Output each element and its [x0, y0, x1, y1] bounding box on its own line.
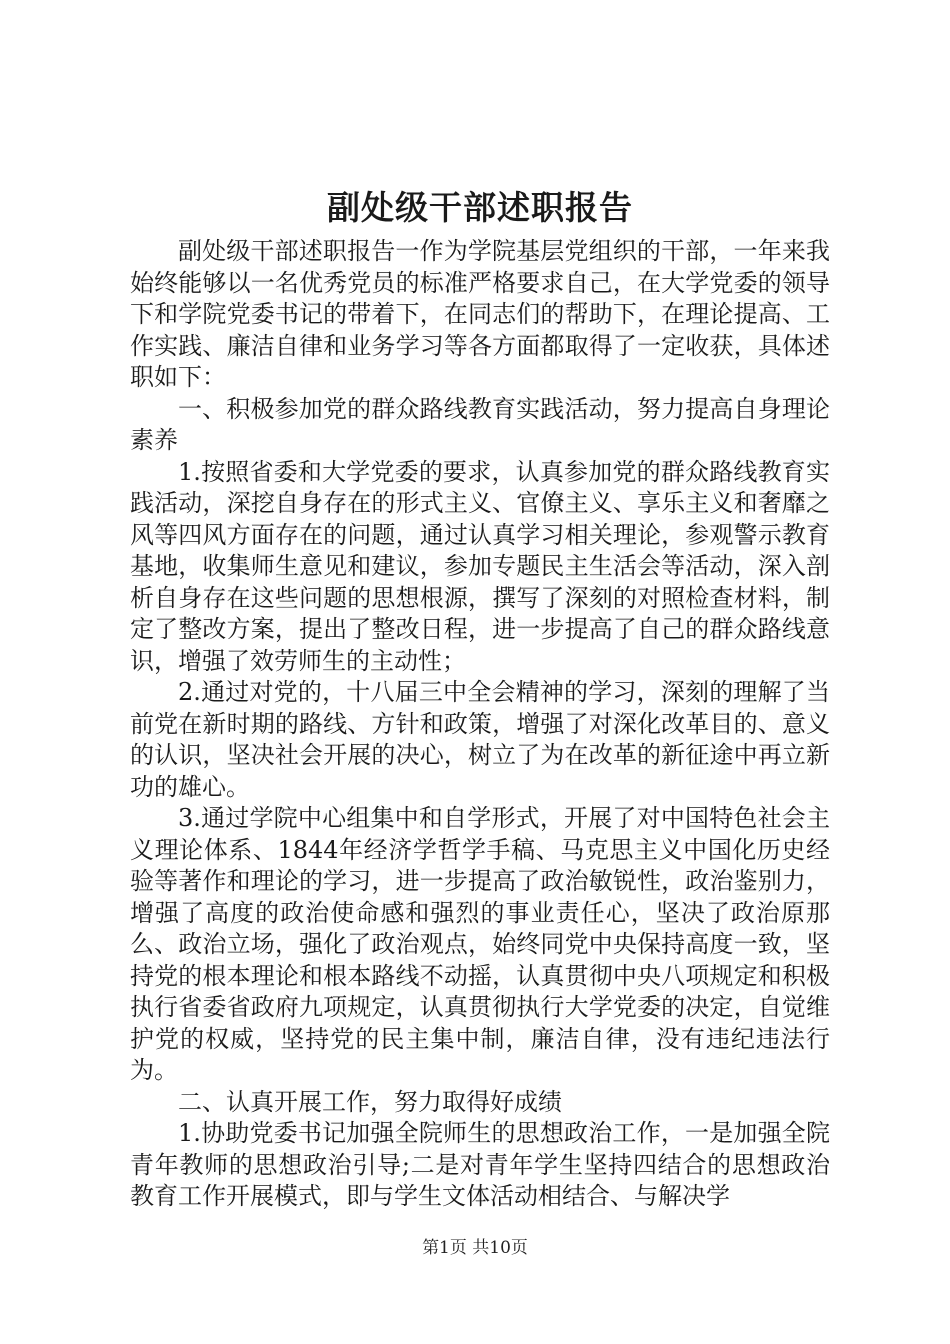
paragraph-item-2-1: 1.协助党委书记加强全院师生的思想政治工作，一是加强全院青年教师的思想政治引导;二是对青年学生坚持四结合的思想政治教育工作开展模式，即与学生文体活动相结合、与解决学 [130, 1119, 830, 1210]
paragraph-item-1-2: 2.通过对党的，十八届三中全会精神的学习，深刻的理解了当前党在新时期的路线、方针和政策，增强了对深化改革目的、意义的认识，坚决社会开展的决心，树立了为在改革的新征途中再立新功的雄心。 [130, 678, 830, 801]
document-title: 副处级干部述职报告 [327, 188, 633, 227]
document-body [130, 236, 830, 1213]
section-heading-1: 一、积极参加党的群众路线教育实践活动，努力提高自身理论素养 [130, 394, 830, 454]
page-number-footer: 第1页 共10页 [422, 1238, 528, 1258]
section-heading-2: 二、认真开展工作，努力取得好成绩 [178, 1087, 562, 1116]
paragraph-item-1-1: 1.按照省委和大学党委的要求，认真参加党的群众路线教育实践活动，深挖自身存在的形式主义、官僚主义、享乐主义和奢靡之风等四风方面存在的问题，通过认真学习相关理论，参观警示教育基地，收集师生意见和建议，参加专题民主生活会等活动，深入剖析自身存在这些问题的思想根源，撰写了深刻的对照检查材料，制定了整改方案，提出了整改日程，进一步提高了自己的群众路线意识，增强了效劳师生的主动性； [130, 457, 830, 675]
paragraph-item-1-3: 3.通过学院中心组集中和自学形式，开展了对中国特色社会主义理论体系、1844年经济学哲学手稿、马克思主义中国化历史经验等著作和理论的学习，进一步提高了政治敏锐性，政治鉴别力，增强了高度的政治使命感和强烈的事业责任心，坚决了政治原那么、政治立场，强化了政治观点，始终同党中央保持高度一致，坚持党的根本理论和根本路线不动摇，认真贯彻中央八项规定和积极执行省委省政府九项规定，认真贯彻执行大学党委的决定，自觉维护党的权威，坚持党的民主集中制，廉洁自律，没有违纪违法行为。 [130, 804, 830, 1084]
document-page [130, 180, 830, 1213]
paragraph-intro: 副处级干部述职报告一作为学院基层党组织的干部，一年来我始终能够以一名优秀党员的标准严格要求自己，在大学党委的领导下和学院党委书记的带着下，在同志们的帮助下，在理论提高、工作实践、廉洁自律和业务学习等各方面都取得了一定收获，具体述职如下： [130, 237, 830, 391]
